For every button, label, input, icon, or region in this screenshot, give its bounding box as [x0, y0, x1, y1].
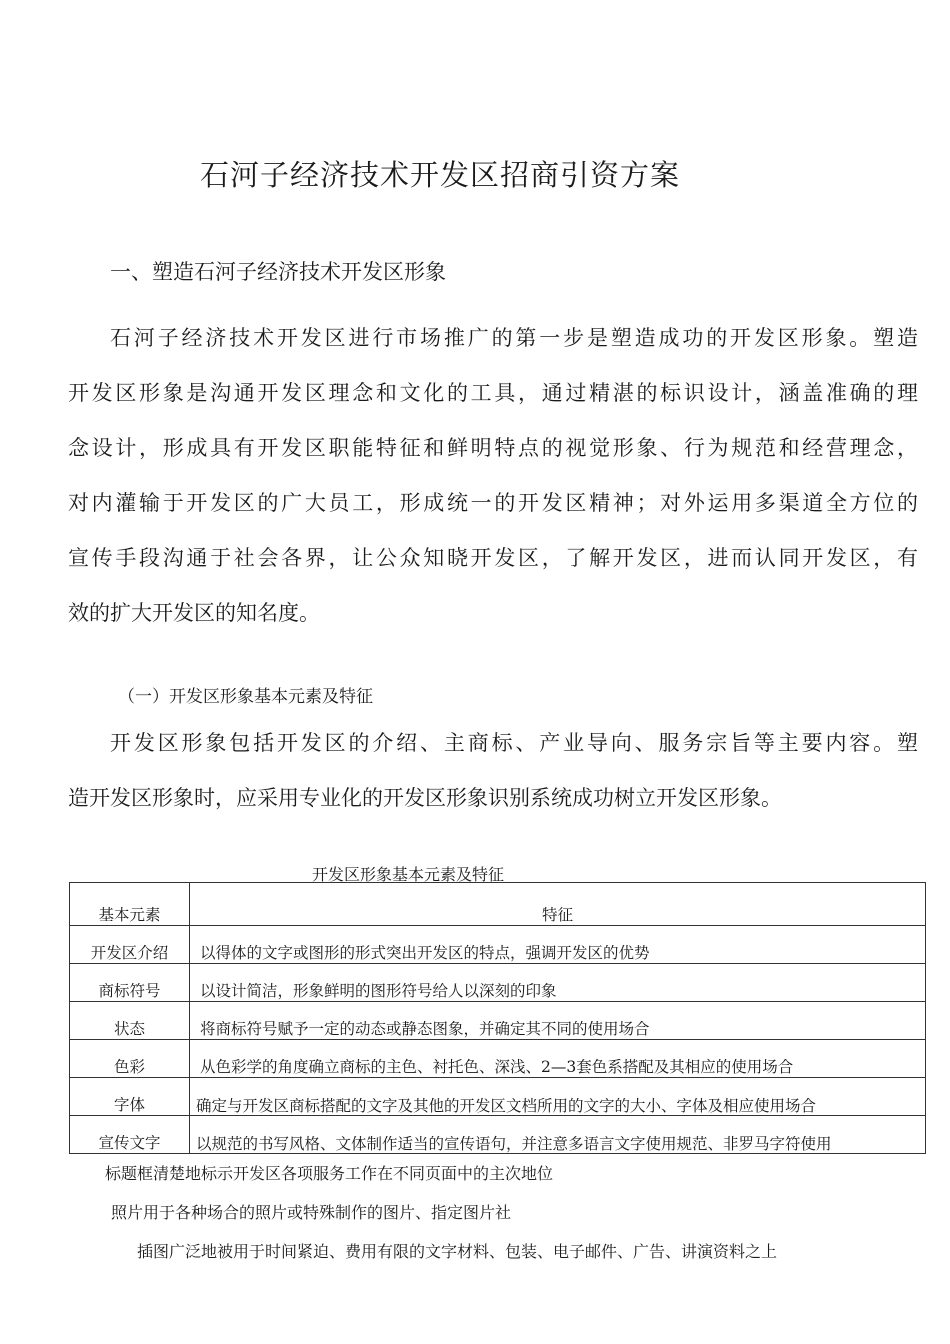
cell-element: 色彩 — [70, 1040, 190, 1078]
table-row — [70, 964, 926, 1002]
header-cell-element: 基本元素 — [70, 883, 190, 926]
elements-table — [69, 882, 926, 1154]
paragraph-line: 造开发区形象时，应采用专业化的开发区形象识别系统成功树立开发区形象。 — [68, 786, 782, 810]
cell-feature: 以得体的文字或图形的形式突出开发区的特点，强调开发区的优势 — [190, 926, 926, 964]
cell-feature: 以设计简洁，形象鲜明的图形符号给人以深刻的印象 — [190, 964, 926, 1002]
paragraph-line: 效的扩大开发区的知名度。 — [68, 601, 320, 625]
paragraph-line: 对内灌输于开发区的广大员工，形成统一的开发区精神；对外运用多渠道全方位的 — [68, 491, 918, 515]
note-line: 标题框清楚地标示开发区各项服务工作在不同页面中的主次地位 — [105, 1164, 554, 1183]
cell-feature: 将商标符号赋予一定的动态或静态图象，并确定其不同的使用场合 — [190, 1002, 926, 1040]
paragraph-1 — [68, 311, 918, 641]
cell-element: 状态 — [70, 1002, 190, 1040]
note-line: 照片用于各种场合的照片或特殊制作的图片、指定图片社 — [111, 1203, 512, 1222]
cell-feature: 确定与开发区商标搭配的文字及其他的开发区文档所用的文字的大小、字体及相应使用场合 — [190, 1078, 926, 1116]
cell-feature: 以规范的书写风格、文体制作适当的宣传语句，并注意多语言文字使用规范、非罗马字符使用 — [190, 1116, 926, 1154]
cell-element: 字体 — [70, 1078, 190, 1116]
table-row — [70, 1040, 926, 1078]
table-header-row — [70, 883, 926, 926]
cell-feature: 从色彩学的角度确立商标的主色、衬托色、深浅、2—3套色系搭配及其相应的使用场合 — [190, 1040, 926, 1078]
paragraph-line: 开发区形象是沟通开发区理念和文化的工具，通过精湛的标识设计，涵盖准确的理 — [68, 381, 918, 405]
table-row — [70, 926, 926, 964]
paragraph-2 — [68, 716, 918, 826]
paragraph-line: 念设计，形成具有开发区职能特征和鲜明特点的视觉形象、行为规范和经营理念， — [68, 436, 918, 460]
cell-element: 宣传文字 — [70, 1116, 190, 1154]
table-row — [70, 1002, 926, 1040]
note-line: 插图广泛地被用于时间紧迫、费用有限的文字材料、包装、电子邮件、广告、讲演资料之上 — [137, 1242, 778, 1261]
cell-element: 商标符号 — [70, 964, 190, 1002]
paragraph-line: 宣传手段沟通于社会各界，让公众知晓开发区，了解开发区，进而认同开发区，有 — [68, 546, 918, 570]
header-cell-feature: 特征 — [190, 883, 926, 926]
section-heading: 一、塑造石河子经济技术开发区形象 — [110, 260, 446, 284]
table-row — [70, 1116, 926, 1154]
paragraph-line: 石河子经济技术开发区进行市场推广的第一步是塑造成功的开发区形象。塑造 — [110, 326, 918, 350]
table-row — [70, 1078, 926, 1116]
subheading: （一）开发区形象基本元素及特征 — [118, 687, 373, 707]
table-caption: 开发区形象基本元素及特征 — [312, 865, 505, 884]
document-title: 石河子经济技术开发区招商引资方案 — [200, 158, 681, 192]
paragraph-line: 开发区形象包括开发区的介绍、主商标、产业导向、服务宗旨等主要内容。塑 — [110, 731, 918, 755]
cell-element: 开发区介绍 — [70, 926, 190, 964]
